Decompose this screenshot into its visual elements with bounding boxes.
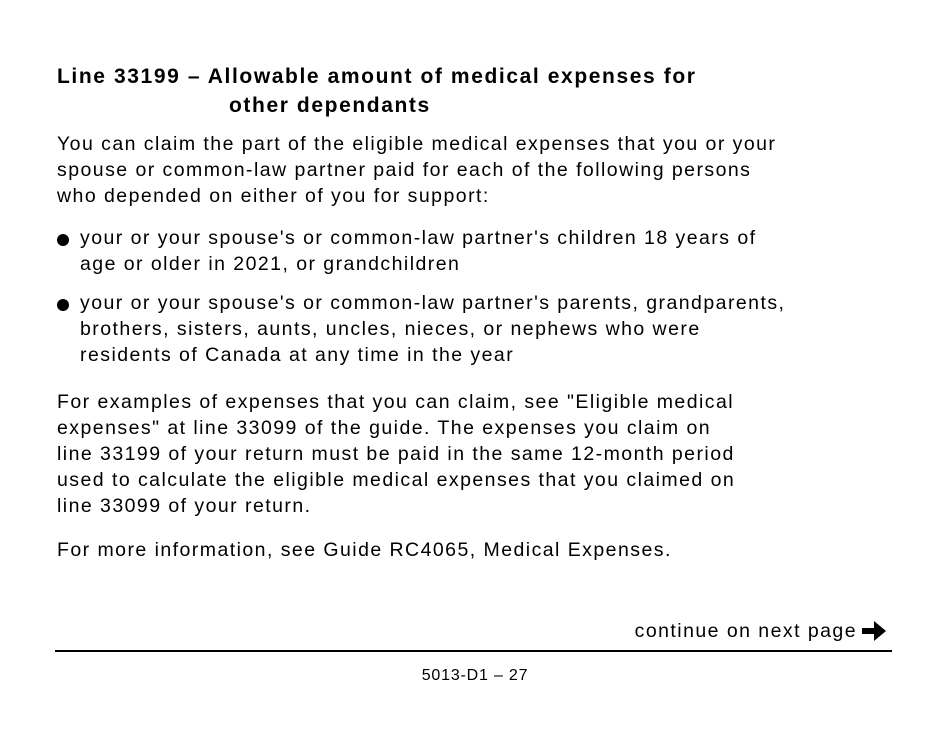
list-item-line: your or your spouse's or common-law partner's parents, grandparents, — [80, 292, 786, 314]
examples-line: expenses" at line 33099 of the guide. The expenses you claim on — [57, 417, 712, 439]
examples-paragraph — [57, 389, 735, 519]
intro-line: who depended on either of you for support: — [57, 185, 490, 207]
arrow-right-icon — [860, 620, 888, 642]
intro-line: spouse or common-law partner paid for each of the following persons — [57, 159, 752, 181]
list-item-line: your or your spouse's or common-law partner's children 18 years of — [80, 227, 757, 249]
heading-line-2: other dependants — [229, 94, 431, 117]
heading-line-1: Line 33199 – Allowable amount of medical expenses for — [57, 65, 697, 88]
list-item-line: residents of Canada at any time in the year — [80, 344, 515, 366]
examples-line: For examples of expenses that you can claim, see "Eligible medical — [57, 391, 735, 413]
page-heading — [57, 62, 697, 120]
list-item-line: brothers, sisters, aunts, uncles, nieces, or nephews who were — [80, 318, 701, 340]
intro-paragraph — [57, 131, 776, 209]
examples-line: line 33199 of your return must be paid in the same 12-month period — [57, 443, 735, 465]
intro-line: You can claim the part of the eligible medical expenses that you or your — [57, 133, 777, 155]
list-item-children — [57, 225, 785, 277]
continue-on-next-page — [635, 619, 888, 643]
dependants-list — [57, 225, 785, 368]
list-item-relatives — [57, 290, 785, 368]
list-item-line: age or older in 2021, or grandchildren — [80, 253, 461, 275]
more-info-paragraph: For more information, see Guide RC4065, Medical Expenses. — [57, 539, 672, 561]
examples-line: line 33099 of your return. — [57, 495, 312, 517]
continue-label: continue on next page — [634, 620, 857, 642]
bullet-icon — [57, 234, 69, 246]
examples-line: used to calculate the eligible medical expenses that you claimed on — [57, 469, 736, 491]
page-number: 5013-D1 – 27 — [421, 667, 529, 684]
footer-divider — [55, 650, 892, 652]
bullet-icon — [57, 299, 69, 311]
